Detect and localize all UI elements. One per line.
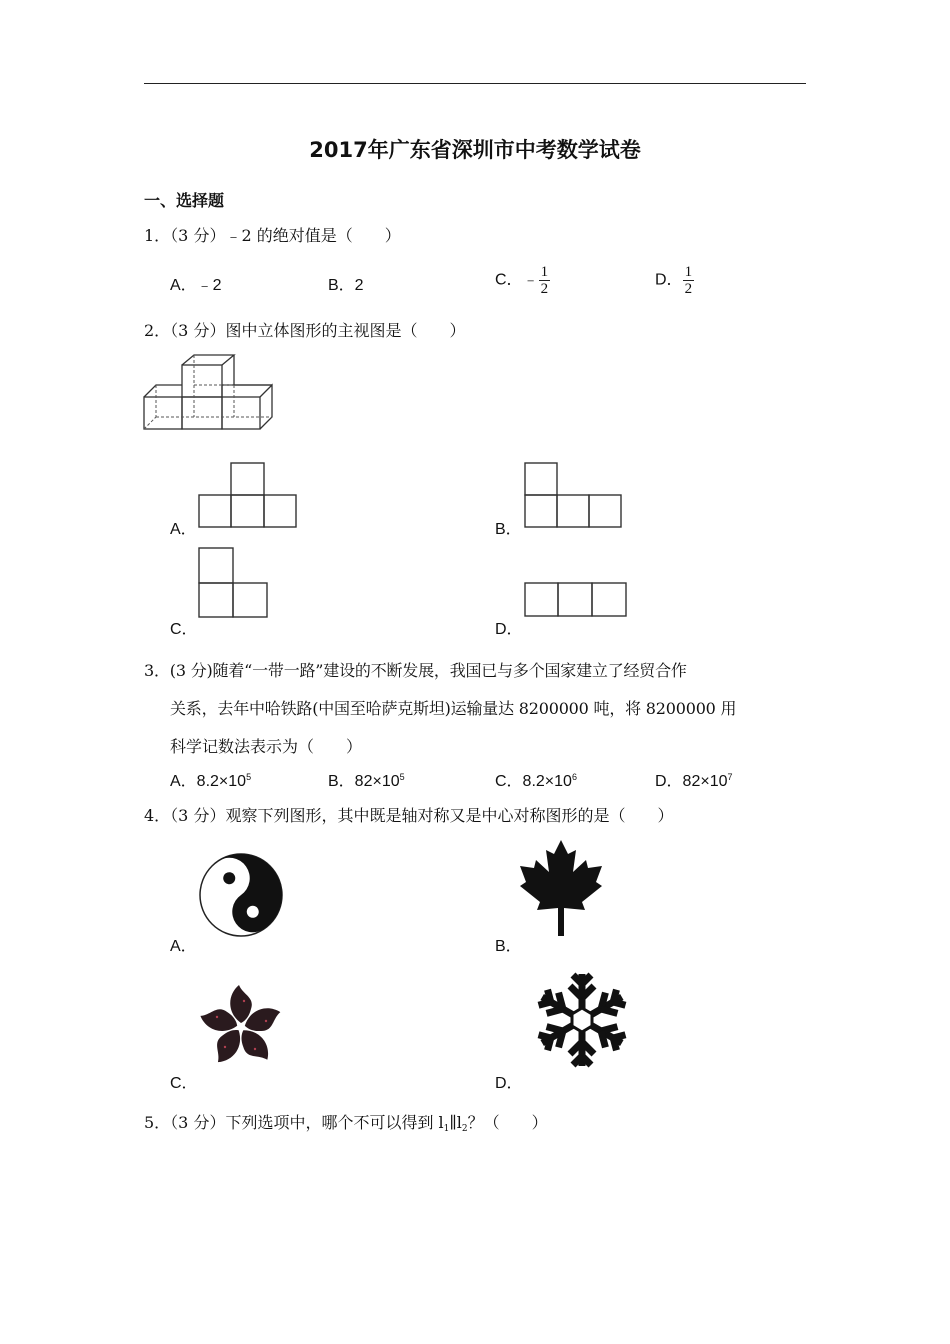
q1-option-b[interactable]: B．2 [328,277,364,294]
snowflake-icon[interactable] [528,970,636,1070]
q1-option-d-label: D． [655,271,683,289]
question-5: 5．（3 分）下列选项中，哪个不可以得到 $l_1\parallel l_2$？（ ） [144,1113,548,1134]
question-3-line-1: 3．(3 分)随着“一带一路”建设的不断发展，我国已与多个国家建立了经贸合作 [144,661,687,680]
q2-option-c-figure[interactable] [198,547,270,619]
q4-option-a[interactable]: A． [170,938,197,955]
q2-option-a[interactable]: A． [170,521,197,538]
section-heading: 一、选择题 [144,191,225,210]
question-2: 2．（3 分）图中立体图形的主视图是（ ） [144,321,466,340]
q1-option-c-sign: ﹣ [522,271,539,289]
q2-option-d[interactable]: D． [495,621,523,638]
q4-option-d[interactable]: D． [495,1075,523,1092]
question-3-line-3: 科学记数法表示为（ ） [170,737,363,756]
question-1: 1．（3 分）﹣2 的绝对值是（ ） [144,226,401,245]
q1-option-c-fraction: $\frac{1}{2}$ [540,264,549,297]
q3-option-d[interactable]: D．$82\times 10^7$ [655,772,733,790]
q1-option-a[interactable]: A．﹣2 [170,277,222,294]
q2-option-b-figure[interactable] [524,462,624,528]
page-title: 2017年广东省深圳市中考数学试卷 [309,138,641,162]
q3-option-a[interactable]: A．$8.2\times 10^5$ [170,772,252,790]
q2-option-c[interactable]: C． [170,621,198,638]
question-4: 4．（3 分）观察下列图形，其中既是轴对称又是中心对称图形的是（ ） [144,806,674,825]
q4-option-c[interactable]: C． [170,1075,198,1092]
bauhinia-icon[interactable] [196,982,286,1072]
header-rule [144,83,806,84]
q3-option-c[interactable]: C．$8.2\times 10^6$ [495,772,577,790]
question-3-line-2: 关系，去年中哈铁路(中国至哈萨克斯坦)运输量达 8200000 吨，将 8200000 用 [170,699,737,718]
q2-option-a-figure[interactable] [198,462,298,528]
q4-option-b[interactable]: B． [495,938,522,955]
q2-option-d-figure[interactable] [524,582,628,618]
q3-option-b[interactable]: B．$82\times 10^5$ [328,772,405,790]
q1-option-d[interactable] [655,264,694,297]
q2-option-b[interactable]: B． [495,521,522,538]
yin-yang-icon[interactable] [198,852,284,938]
q1-option-c-label: C． [495,271,523,289]
maple-leaf-icon[interactable] [518,838,604,936]
q1-option-c[interactable] [495,264,550,297]
solid-figure-image [142,352,274,432]
q1-option-d-fraction: $\frac{1}{2}$ [684,264,693,297]
